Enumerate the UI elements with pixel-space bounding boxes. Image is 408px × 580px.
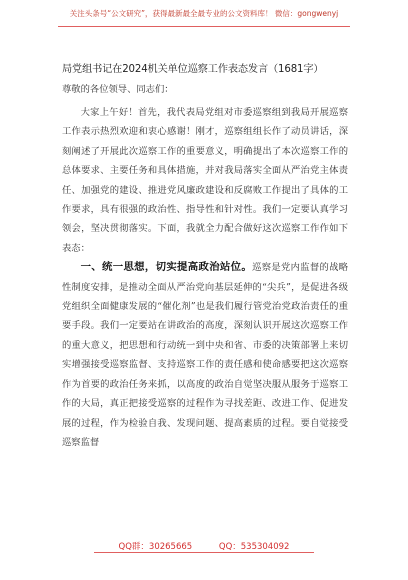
footer-divider [94,552,314,553]
footer-qq: QQ：535304092 [218,542,290,552]
footer-contact [0,540,408,552]
section-body: 巡察是党内监督的战略性制度安排，是推动全面从严治党向基层延伸的“尖兵”，是促进各级党组织全面健康发展的“催化剂”也是我们履行管党治党政治责任的重要手段。我们一定要站在讲政治的高度，深刻认识开展这次巡察工作的重大意义，把思想和行动统一到中央和省、市委的决策部署上来切实增强接受巡察监督、支持巡察工作的责任感和使命感要把这次巡察作为首要的政治任务来抓，以高度的政治自觉坚决服从服务于巡察工作的大局，真正把接受巡察的过程作为寻找差距、改进工作、促进发展的过程，作为检验自我、发现问题、提高素质的过程。要自觉接受巡察监督 [62,262,348,448]
salutation: 尊敬的各位领导、同志们： [62,84,174,95]
footer-qq-group: QQ群：30265665 [118,542,193,552]
header-divider [58,26,350,27]
document-title: 局党组书记在2024机关单位巡察工作表态发言（1681字） [62,64,324,75]
document-body [62,60,348,452]
paragraph-opening: 大家上午好！首先，我代表局党组对市委巡察组到我局开展巡察工作表示热烈欢迎和衷心感谢！刚才，巡察组组长作了动员讲话，深刻阐述了开展此次巡察工作的重要意义，明确提出了本次巡察工作的总体要求、主要任务和具体措施，并对我局落实全面从严治党主体责任、加强党的建设、推进党风廉政建设和反腐败工作提出了具体的工作要求，具有很强的政治性、指导性和针对性。我们一定要认真学习领会，坚决贯彻落实。下面，我就全力配合做好这次巡察工作作如下表态： [62,107,348,254]
header-banner: 关注头条号“公文研究”，获得最新最全最专业的公文资料库！ 微信：gongwenyj [69,9,339,18]
section-heading: 一、统一思想，切实提高政治站位。 [80,261,253,274]
paragraph-section-1 [62,258,348,452]
